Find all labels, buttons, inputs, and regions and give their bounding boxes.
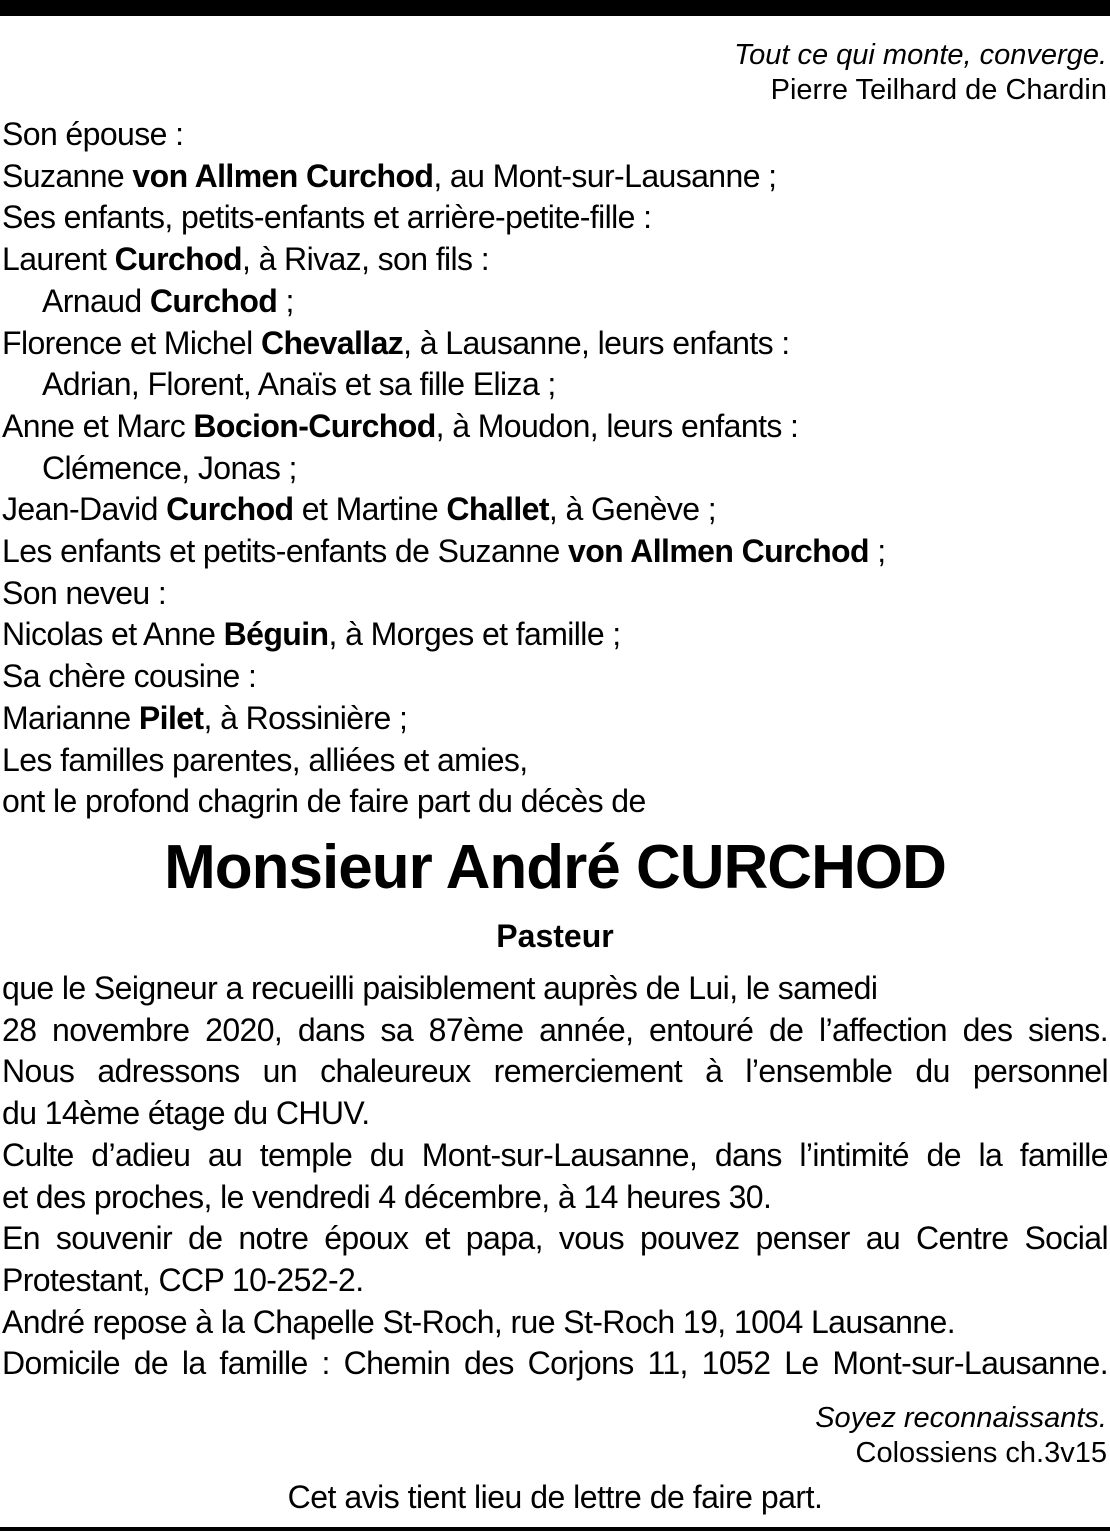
body-line: Protestant, CCP 10-252-2. <box>2 1261 364 1298</box>
text-segment: Anne et Marc <box>2 407 194 444</box>
family-line <box>2 698 1102 740</box>
text-segment: , à Morges et famille ; <box>328 616 621 653</box>
closing-note: Cet avis tient lieu de lettre de faire part. <box>287 1479 823 1515</box>
family-line: Son épouse : <box>2 116 184 152</box>
family-line <box>2 156 1102 198</box>
epigraph-top <box>734 38 1107 108</box>
family-line: Ses enfants, petits-enfants et arrière-petite-fille : <box>2 199 652 236</box>
text-segment: Marianne <box>2 699 139 736</box>
family-name: von Allmen Curchod <box>132 157 434 194</box>
deceased-title: Pasteur <box>496 918 614 954</box>
family-name: Curchod <box>114 241 242 278</box>
text-segment: , à Genève ; <box>548 491 717 528</box>
body-line: 28 novembre 2020, dans sa 87ème année, entouré de l’affection des siens. <box>2 1011 1108 1048</box>
epigraph-bottom <box>815 1401 1107 1471</box>
text-segment: Suzanne <box>2 157 133 194</box>
family-name: Bocion-Curchod <box>193 407 436 444</box>
text-segment: , à Rivaz, son fils : <box>241 241 490 278</box>
text-segment: Jean-David <box>2 491 167 528</box>
body-line: Nous adressons un chaleureux remerciement à l’ensemble du personnel <box>2 1053 1108 1090</box>
text-segment: , à Rossinière ; <box>203 699 408 736</box>
family-name: Pilet <box>138 699 204 736</box>
bottom-rule <box>0 1527 1110 1531</box>
body-line: André repose à la Chapelle St-Roch, rue St-Roch 19, 1004 Lausanne. <box>2 1303 956 1340</box>
family-name: Chevallaz <box>260 324 404 361</box>
epigraph-reference: Colossiens ch.3v15 <box>855 1437 1107 1469</box>
family-line <box>2 281 1102 323</box>
family-line <box>2 531 1102 573</box>
text-segment: ; <box>277 282 294 319</box>
text-segment: et Martine <box>293 491 447 528</box>
top-rule <box>0 0 1110 16</box>
family-name: Curchod <box>149 282 278 319</box>
family-name: Challet <box>446 491 549 528</box>
text-segment: , à Moudon, leurs enfants : <box>435 407 799 444</box>
family-line: ont le profond chagrin de faire part du décès de <box>2 783 646 820</box>
family-name: Béguin <box>223 616 329 653</box>
body-line: En souvenir de notre époux et papa, vous pouvez penser au Centre Social <box>2 1220 1108 1257</box>
family-line <box>2 489 1102 531</box>
text-segment: Les enfants et petits-enfants de Suzanne <box>2 533 569 570</box>
text-segment: Florence et Michel <box>2 324 261 361</box>
family-line: Son neveu : <box>2 574 167 611</box>
family-list <box>2 114 1102 823</box>
text-segment: ; <box>868 533 886 570</box>
text-segment: , au Mont-sur-Lausanne ; <box>433 157 777 194</box>
epigraph-quote: Tout ce qui monte, converge. <box>734 39 1107 71</box>
deceased-name: Monsieur André CURCHOD <box>164 833 946 902</box>
family-line <box>2 406 1102 448</box>
body-line: du 14ème étage du CHUV. <box>2 1095 370 1132</box>
body-line: Culte d’adieu au temple du Mont-sur-Lausanne, dans l’intimité de la famille <box>2 1136 1108 1173</box>
announcement-body <box>2 968 1108 1385</box>
text-segment: Laurent <box>2 241 115 278</box>
family-name: von Allmen Curchod <box>568 533 869 570</box>
body-line: et des proches, le vendredi 4 décembre, à 14 heures 30. <box>2 1178 772 1215</box>
family-line: Clémence, Jonas ; <box>42 449 297 486</box>
family-line: Les familles parentes, alliées et amies, <box>2 741 528 778</box>
body-line: Domicile de la famille : Chemin des Corjons 11, 1052 Le Mont-sur-Lausanne. <box>2 1345 1108 1382</box>
epigraph-author: Pierre Teilhard de Chardin <box>770 74 1107 106</box>
family-line <box>2 239 1102 281</box>
text-segment: Nicolas et Anne <box>2 616 224 653</box>
text-segment: Arnaud <box>42 282 150 319</box>
family-line <box>2 614 1102 656</box>
family-line <box>2 323 1102 365</box>
family-line: Sa chère cousine : <box>2 658 257 695</box>
epigraph-quote: Soyez reconnaissants. <box>815 1402 1107 1434</box>
family-name: Curchod <box>166 491 294 528</box>
family-line: Adrian, Florent, Anaïs et sa fille Eliza ; <box>42 366 556 403</box>
body-line: que le Seigneur a recueilli paisiblement auprès de Lui, le samedi <box>2 970 878 1006</box>
text-segment: , à Lausanne, leurs enfants : <box>403 324 790 361</box>
